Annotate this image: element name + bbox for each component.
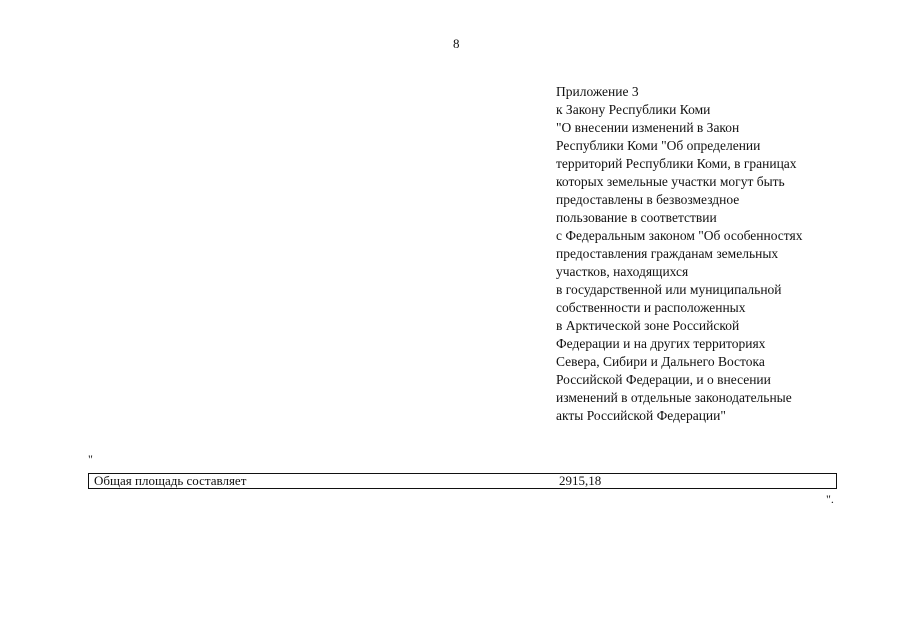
appendix-line: изменений в отдельные законодательные [556, 390, 792, 405]
appendix-line: в Арктической зоне Российской [556, 318, 740, 333]
closing-quote: ". [826, 492, 834, 506]
appendix-line: в государственной или муниципальной [556, 282, 782, 297]
appendix-line: к Закону Республики Коми [556, 102, 711, 117]
appendix-line: Российской Федерации, и о внесении [556, 372, 771, 387]
appendix-line: собственности и расположенных [556, 300, 746, 315]
appendix-line: Севера, Сибири и Дальнего Востока [556, 354, 765, 369]
appendix-line: Приложение 3 [556, 84, 639, 99]
appendix-line: Республики Коми "Об определении [556, 138, 761, 153]
appendix-line: предоставления гражданам земельных [556, 246, 779, 261]
appendix-line: предоставлены в безвозмездное [556, 192, 740, 207]
appendix-line: "О внесении изменений в Закон [556, 120, 740, 135]
appendix-line: участков, находящихся [556, 264, 689, 279]
appendix-line: пользование в соответствии [556, 210, 717, 225]
total-area-label: Общая площадь составляет [94, 473, 247, 488]
page-number: 8 [453, 36, 460, 51]
opening-quote: " [88, 452, 93, 466]
appendix-line: территорий Республики Коми, в границах [556, 156, 797, 171]
appendix-line: акты Российской Федерации" [556, 408, 726, 423]
appendix-line: которых земельные участки могут быть [556, 174, 785, 189]
appendix-line: с Федеральным законом "Об особенностях [556, 228, 803, 243]
appendix-header [556, 83, 856, 425]
appendix-line: Федерации и на других территориях [556, 336, 766, 351]
total-area-table-row [88, 473, 837, 489]
total-area-value: 2915,18 [559, 473, 602, 488]
